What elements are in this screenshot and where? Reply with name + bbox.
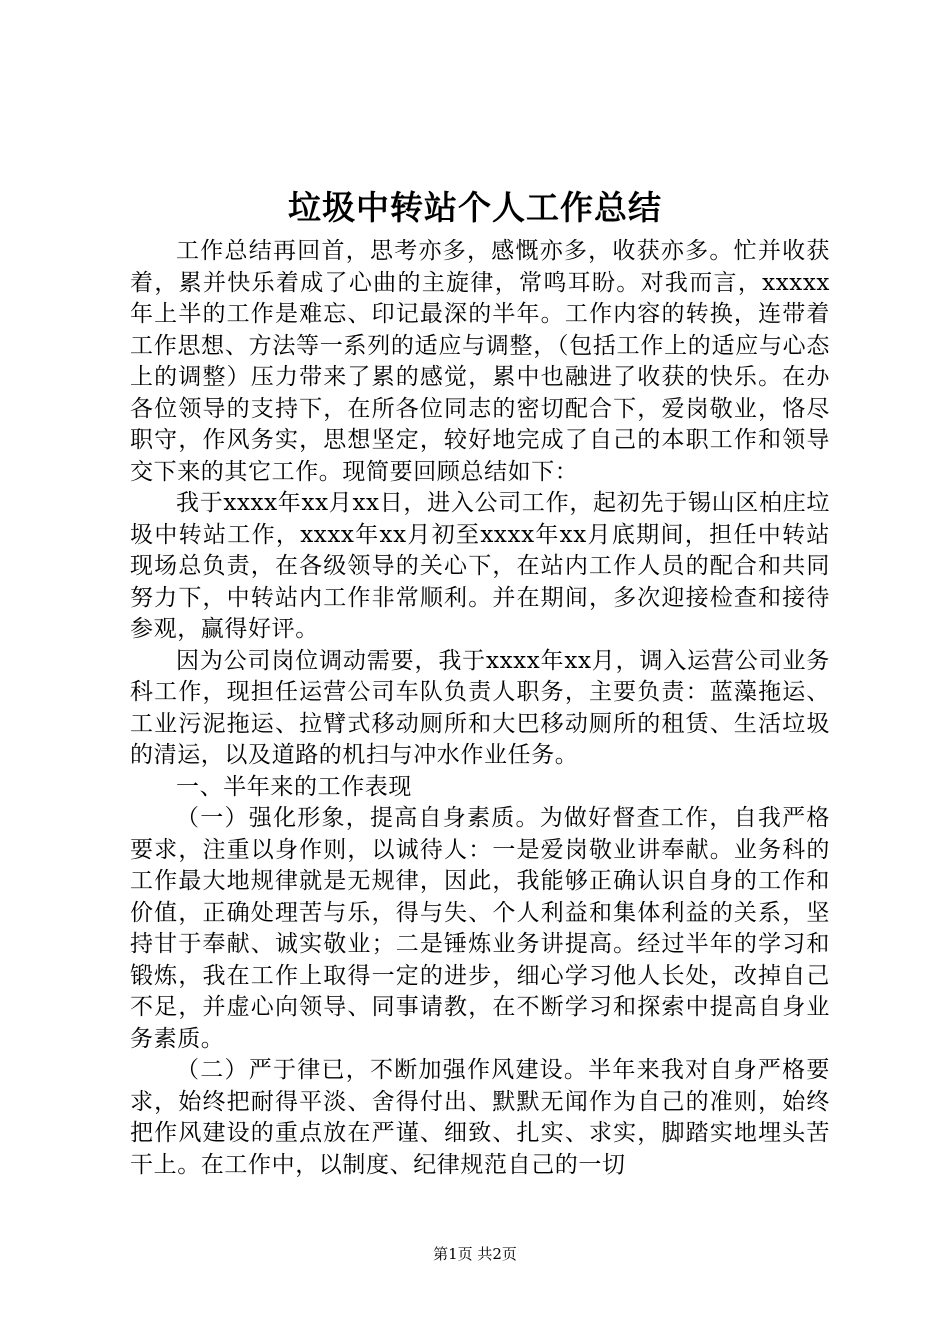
document-body — [130, 236, 830, 1181]
document-title: 垃圾中转站个人工作总结 — [288, 188, 662, 227]
paragraph-entry: 我于xxxx年xx月xx日，进入公司工作，起初先于锡山区柏庄垃圾中转站工作，xxxx年xx月初至xxxx年xx月底期间，担任中转站现场总负责，在各级领导的关心下，在站内工作人员的配合和共同努力下，中转站内工作非常顺利。并在期间，多次迎接检查和接待参观，赢得好评。 — [130, 490, 830, 642]
paragraph-item-2: （二）严于律已，不断加强作风建设。半年来我对自身严格要求，始终把耐得平淡、舍得付出、默默无闻作为自己的准则，始终把作风建设的重点放在严谨、细致、扎实、求实，脚踏实地埋头苦干上。在工作中，以制度、纪律规范自己的一切 — [130, 1057, 830, 1178]
section-heading: 一、半年来的工作表现 — [176, 773, 412, 800]
paragraph-intro: 工作总结再回首，思考亦多，感慨亦多，收获亦多。忙并收获着，累并快乐着成了心曲的主旋律，常鸣耳盼。对我而言，xxxxx年上半的工作是难忘、印记最深的半年。工作内容的转换，连带着工作思想、方法等一系列的适应与调整，（包括工作上的适应与心态上的调整）压力带来了累的感觉，累中也融进了收获的快乐。在办各位领导的支持下，在所各位同志的密切配合下，爱岗敬业，恪尽职守，作风务实，思想坚定，较好地完成了自己的本职工作和领导交下来的其它工作。现简要回顾总结如下： — [130, 238, 830, 485]
paragraph-item-1: （一）强化形象，提高自身素质。为做好督查工作，自我严格要求，注重以身作则，以诚待人：一是爱岗敬业讲奉献。业务科的工作最大地规律就是无规律，因此，我能够正确认识自身的工作和价值，正确处理苦与乐，得与失、个人利益和集体利益的关系，坚持甘于奉献、诚实敬业；二是锤炼业务讲提高。经过半年的学习和锻炼，我在工作上取得一定的进步，细心学习他人长处，改掉自己不足，并虚心向领导、同事请教，在不断学习和探索中提高自身业务素质。 — [130, 805, 830, 1052]
paragraph-transfer: 因为公司岗位调动需要，我于xxxx年xx月，调入运营公司业务科工作，现担任运营公司车队负责人职务，主要负责：蓝藻拖运、工业污泥拖运、拉臂式移动厕所和大巴移动厕所的租赁、生活垃圾的清运，以及道路的机扫与冲水作业任务。 — [130, 647, 830, 768]
page-footer: 第1页 共2页 — [433, 1245, 517, 1263]
